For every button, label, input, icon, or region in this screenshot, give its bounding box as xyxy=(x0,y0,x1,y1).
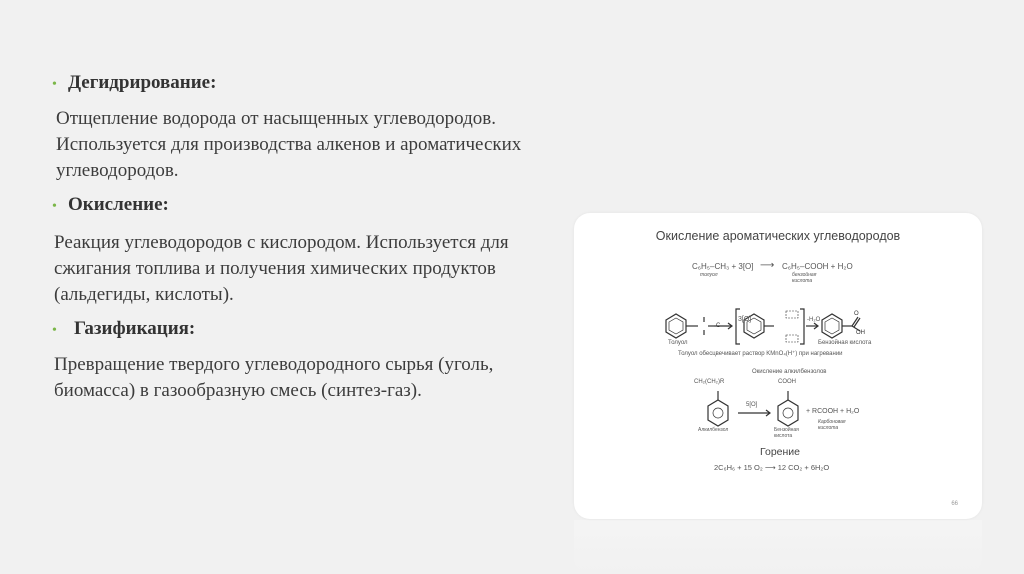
section-heading-oxidation xyxy=(52,194,169,216)
bracket-right xyxy=(800,309,804,344)
section-text-dehydrogenation: Отщепление водорода от насыщенных углеводородов. Используется для производства алкенов и ароматических углеводородов. xyxy=(56,108,522,181)
heading-text: Дегидрирование: xyxy=(68,72,217,93)
eq1-right: C₆H₅–COOH + H₂O xyxy=(782,262,853,271)
oxidant-label: 3[O] xyxy=(738,316,752,323)
benzoic-acid-label: Бензойная кислота xyxy=(774,427,799,439)
heading-text: Окисление: xyxy=(68,194,169,215)
benzoic-label: Бензойная кислота xyxy=(818,340,872,346)
chemistry-figure xyxy=(574,213,982,519)
alkyl-oxidant: 5[O] xyxy=(746,402,758,408)
toluene-label: Толуол xyxy=(668,340,688,346)
section-heading-dehydrogenation xyxy=(52,72,216,94)
combustion-title: Горение xyxy=(760,446,801,458)
eq1-left: C₆H₅–CH₃ + 3[O] xyxy=(692,262,754,271)
bullet-icon: • xyxy=(52,323,57,338)
section-text-gasification: Превращение твердого углеводородного сырья (уголь, биомасса) в газообразную смесь (синтез-газ). xyxy=(54,354,494,401)
section-text-oxidation: Реакция углеводородов с кислородом. Используется для сжигания топлива и получения химических продуктов (альдегиды, кислоты). xyxy=(54,232,509,305)
alkyl-substituent: CH₂(CH₂)R xyxy=(694,379,725,385)
figure-note: Толуол обесцвечивает раствор KMnO₄(H⁺) при нагревании xyxy=(678,351,843,357)
eq1-right-caption: бензойная кислота xyxy=(792,272,817,284)
water-label: -H₂O xyxy=(807,317,821,323)
eq1-arrow: ⟶ xyxy=(760,260,775,271)
bullet-icon: • xyxy=(52,199,57,214)
benzoic-acid-ring xyxy=(778,400,798,426)
eq1-left-caption: толуол xyxy=(700,272,718,278)
alkyl-products: + RCOOH + H₂O xyxy=(806,408,860,415)
carboxylic-label: Карбоновая кислота xyxy=(818,419,846,431)
alkyl-title: Окисление алкилбензолов xyxy=(752,369,827,375)
page-number: 66 xyxy=(951,501,958,507)
alkylbenzene-label: Алкилбензол xyxy=(698,427,729,433)
reaction-scheme xyxy=(574,213,982,519)
heading-text: Газификация: xyxy=(74,318,196,339)
figure-reflection xyxy=(574,520,982,574)
bullet-icon: • xyxy=(52,77,57,92)
figure-title: Окисление ароматических углеводородов xyxy=(655,229,901,243)
bracket-left xyxy=(736,309,740,344)
svg-text:O: O xyxy=(854,311,859,317)
svg-text:OH: OH xyxy=(856,330,865,336)
svg-text:C: C xyxy=(716,323,721,329)
cooh-label: COOH xyxy=(778,379,796,385)
combustion-equation: 2C₆H₆ + 15 O₂ ⟶ 12 CO₂ + 6H₂O xyxy=(714,463,830,472)
section-heading-gasification xyxy=(52,318,195,340)
alkylbenzene-ring xyxy=(708,400,728,426)
